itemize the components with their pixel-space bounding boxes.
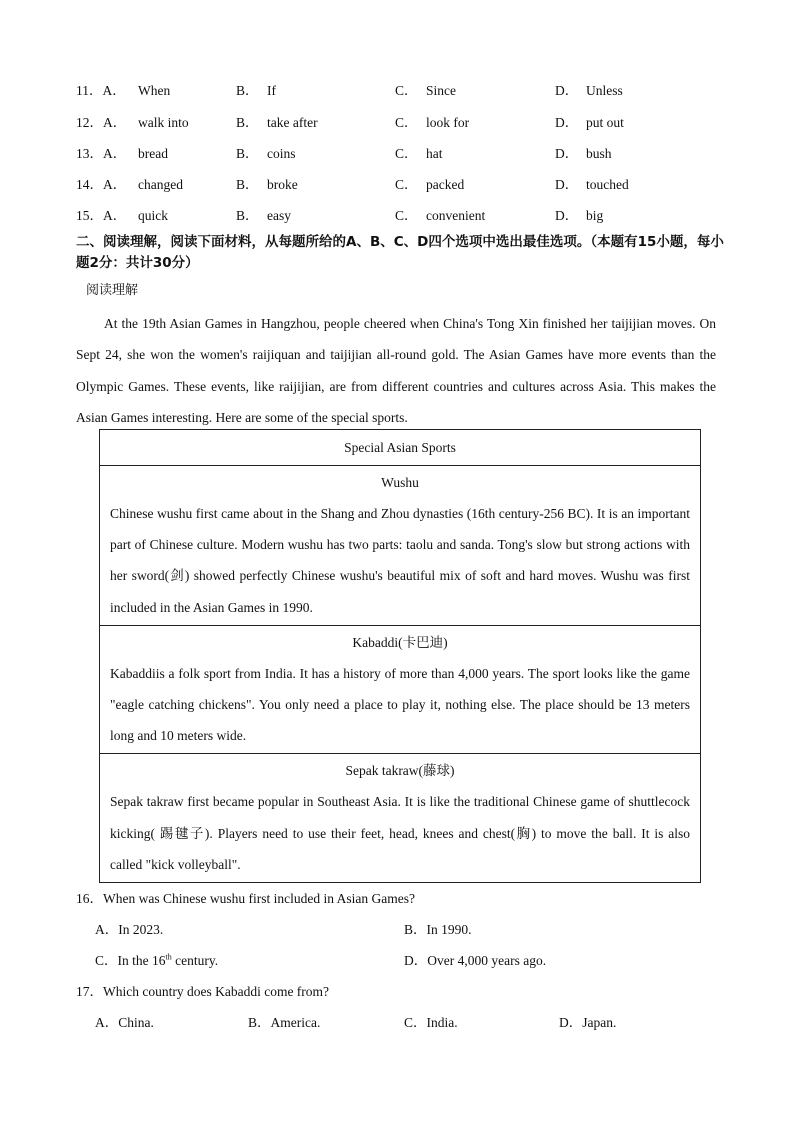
option-row-12 [76,113,776,133]
option-row-11 [76,81,776,101]
sport-name: Kabaddi(卡巴迪) [352,634,448,650]
option-c: C． convenient [395,208,486,223]
option-b: B． broke [236,177,298,192]
q17-choice-b[interactable]: B．America. [248,1015,321,1030]
sports-table [99,429,701,883]
option-a: 14．A． changed [76,177,183,192]
sport-section-wushu [100,465,700,625]
q16-choice-c[interactable]: C．In the 16th century. [95,952,219,968]
option-d: D． bush [555,146,612,161]
option-b: B． easy [236,208,291,223]
option-c: C． hat [395,146,443,161]
sub-heading: 阅读理解 [86,283,139,298]
option-a: 15．A． quick [76,208,168,223]
sport-description: Sepak takraw first became popular in Southeast Asia. It is like the traditional Chinese game of shuttlecock kicking( 踢毽子). Players need to use their feet, head, knees and chest(胸) to move the ball. It is also called "kick volleyball". [110,794,690,872]
option-row-15 [76,206,776,226]
option-d: D． big [555,208,604,223]
reading-passage [76,308,716,433]
sport-description: Kabaddiis a folk sport from India. It has a history of more than 4,000 years. The sport looks like the game "eagle catching chickens". You only need a place to play it, nothing else. The place should be 13 meters long and 10 meters wide. [110,665,690,744]
table-caption: Special Asian Sports [344,440,456,455]
option-row-14 [76,175,776,195]
option-c: C． packed [395,177,465,192]
option-b: B． take after [236,115,318,130]
question-16-stem: 16．When was Chinese wushu first included in Asian Games? [76,891,415,906]
sport-name: Sepak takraw(藤球) [345,763,455,779]
question-17-stem: 17．Which country does Kabaddi come from? [76,984,330,999]
sport-description: Chinese wushu first came about in the Shang and Zhou dynasties (16th century-256 BC). It is an important part of Chinese culture. Modern wushu has two parts: taolu and sanda. Tong's slow but strong actions with her sword(剑) showed perfectly Chinese wushu's beautiful mix of soft and hard moves. Wushu was first included in the Asian Games in 1990. [110,506,690,615]
option-a: 12．A． walk into [76,115,189,130]
sport-section-kabaddi [100,625,700,754]
q17-choice-a[interactable]: A．China. [95,1015,154,1030]
q16-choice-b[interactable]: B．In 1990. [404,922,472,937]
option-a: 13．A． bread [76,146,168,161]
option-row-13 [76,144,776,164]
q16-choice-d[interactable]: D．Over 4,000 years ago. [404,953,547,968]
option-b: B． If [236,83,276,98]
section-heading: 二、阅读理解，阅读下面材料，从每题所给的A、B、C、D四个选项中选出最佳选项。（本题有15小题，每小题2分：共计30分） [76,234,724,271]
sport-section-sepak-takraw [100,753,700,882]
option-c: C． Since [395,83,456,98]
q17-choice-c[interactable]: C．India. [404,1015,458,1030]
sport-name: Wushu [381,475,419,490]
q17-choice-d[interactable]: D．Japan. [559,1015,617,1030]
passage-paragraph: At the 19th Asian Games in Hangzhou, people cheered when China's Tong Xin finished her taijijian moves. On Sept 24, she won the women's raijiquan and taijijian all-round gold. The Asian Games have more events than the Olympic Games. These events, like raijijian, are from different countries and cultures across Asia. This makes the Asian Games interesting. Here are some of the special sports. [76,316,716,425]
option-d: D． touched [555,177,629,192]
option-b: B． coins [236,146,296,161]
q16-choice-a[interactable]: A．In 2023. [95,922,164,937]
option-a: 11．A． When [76,83,171,98]
option-d: D． Unless [555,83,623,98]
option-d: D． put out [555,115,624,130]
option-c: C． look for [395,115,470,130]
